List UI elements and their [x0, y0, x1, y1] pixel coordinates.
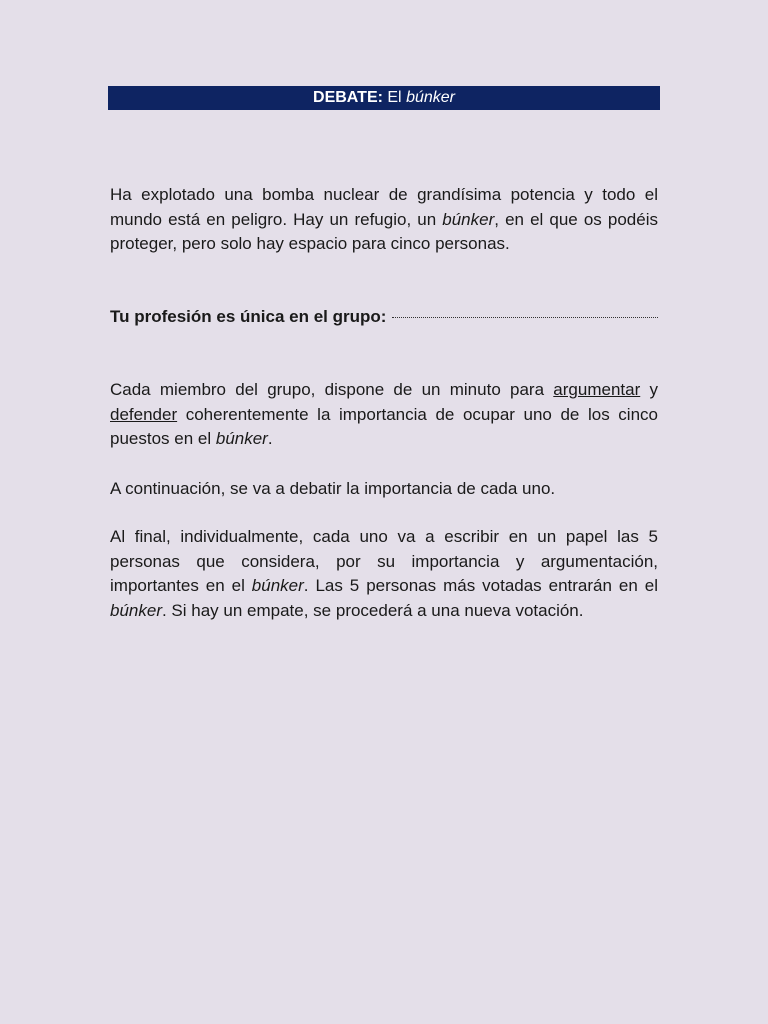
defender-word: defender	[110, 404, 178, 424]
intro-paragraph	[110, 183, 658, 257]
title-banner	[108, 86, 660, 110]
profession-label: Tu profesión es única en el grupo:	[110, 307, 387, 326]
profession-fill-in-blank[interactable]	[392, 307, 658, 318]
title-article: El	[382, 89, 407, 106]
title-label: DEBATE:	[313, 89, 383, 106]
instructions-text-1: Cada miembro del grupo, dispone de un minuto para	[110, 380, 554, 399]
title-topic: búnker	[406, 89, 455, 106]
instructions-text-2: y	[640, 380, 658, 399]
instructions-text-4: .	[267, 429, 273, 448]
vote-text-1: Al final, individualmente, cada uno va a escribir en un papel las 5 personas que considera, por su importancia y argumentación, importantes en el	[110, 527, 658, 595]
vote-bunker-word-1: búnker	[251, 576, 304, 595]
debate-paragraph	[110, 477, 658, 502]
profession-line	[110, 305, 658, 330]
instructions-bunker-word: búnker	[215, 429, 268, 448]
debate-text: A continuación, se va a debatir la importancia de cada uno.	[110, 479, 556, 498]
argumentar-word: argumentar	[553, 380, 641, 399]
instructions-text-3: coherentemente la importancia de ocupar uno de los cinco puestos en el	[110, 404, 658, 448]
intro-text-1: Ha explotado una bomba nuclear de grandísima potencia y todo el mundo está en peligro. Hay un refugio, un	[110, 185, 658, 229]
instructions-paragraph	[110, 378, 658, 452]
intro-text-2: , en el que os podéis proteger, pero solo hay espacio para cinco personas.	[110, 209, 658, 253]
vote-paragraph	[110, 525, 658, 623]
vote-bunker-word-2: búnker	[110, 600, 162, 620]
intro-bunker-word: búnker	[442, 209, 495, 229]
vote-text-2: . Las 5 personas más votadas entrarán en el	[303, 576, 658, 595]
vote-text-3: . Si hay un empate, se procederá a una nueva votación.	[161, 600, 584, 620]
